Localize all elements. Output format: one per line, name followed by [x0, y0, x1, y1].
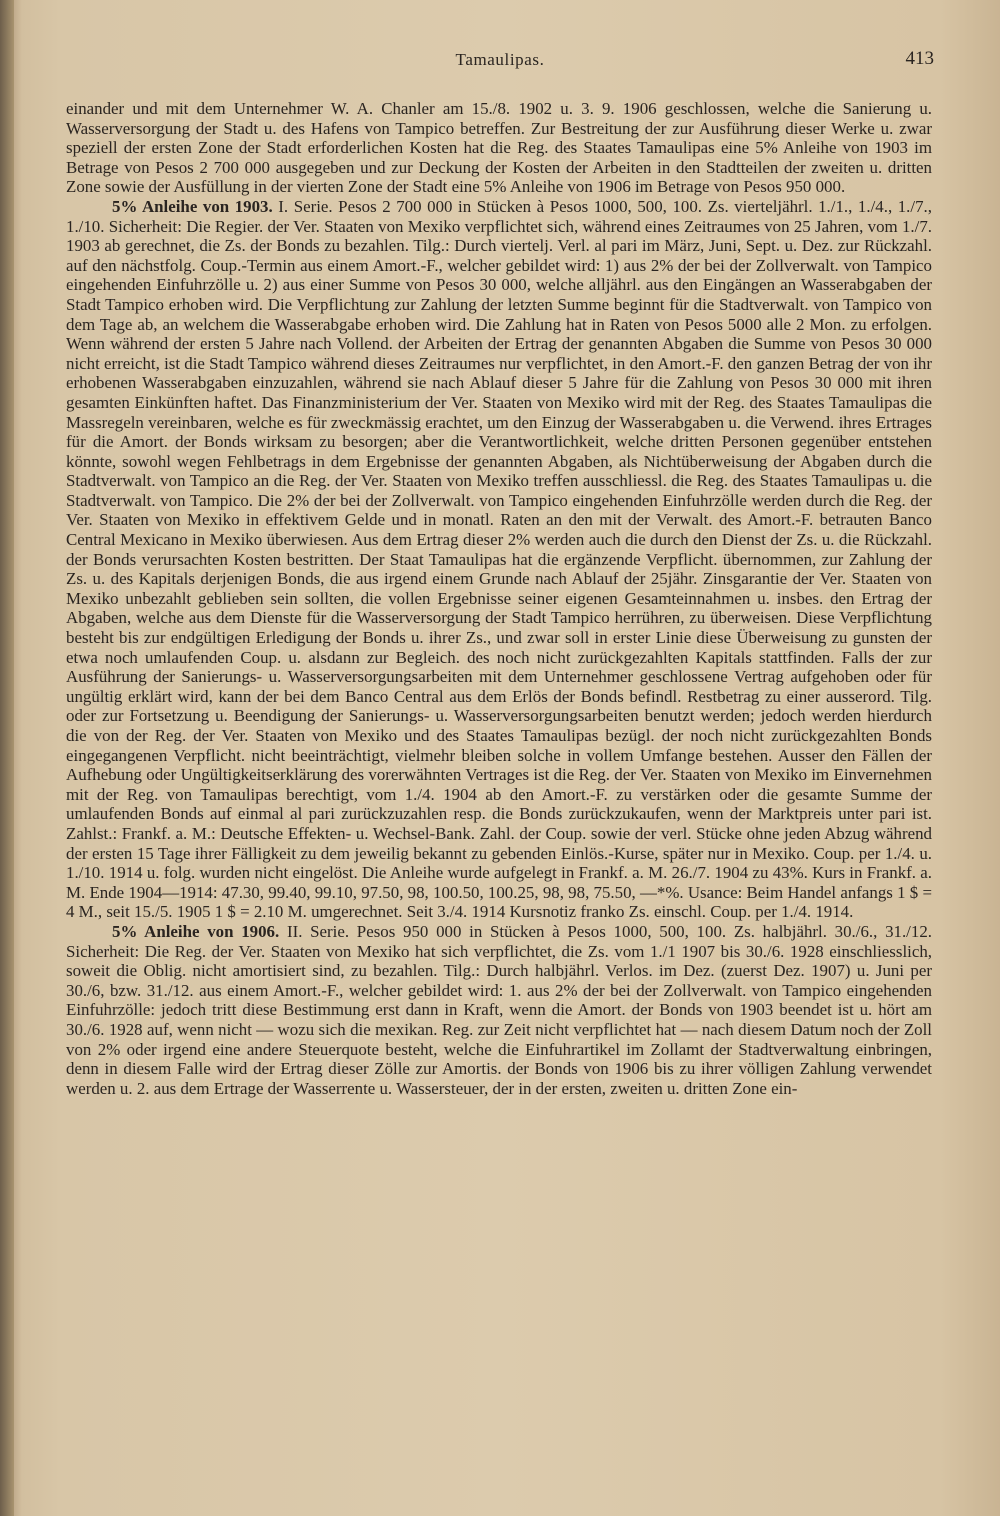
- page-header: [66, 46, 934, 76]
- loan-heading: 5% Anleihe von 1903.: [112, 196, 273, 216]
- paragraph-intro: [66, 99, 932, 197]
- paragraph-text: II. Serie. Pesos 950 000 in Stücken à Pesos 1000, 500, 100. Zs. halbjährl. 30./6., 31./12. Sicherheit: Die Reg. der Ver. Staaten von Mexiko hat sich verpflichtet, die Zs. vom 1./1 1907 bis 30./6. 1928 einschliesslich, soweit die Oblig. nicht amortisiert sind, zu bezahlen. Tilg.: Durch halbjährl. Verlos. im Dez. (zuerst Dez. 1907) u. Juni per 30./6, bzw. 31./12. aus einem Amort.-F., welcher gebildet wird: 1. aus 2% der bei der Zollverwalt. von Tampico eingehenden Einfuhrzölle: jedoch tritt diese Bestimmung erst dann in Kraft, wenn die Amort. der Bonds von 1903 beendet ist u. hört am 30./6. 1928 auf, wenn nicht — wozu sich die mexikan. Reg. zur Zeit nicht verpflichtet hat — nach diesem Datum noch der Zoll von 2% oder irgend eine andere Steuerquote besteht, welche die Einfuhrartikel im Zollamt der Stadtverwaltung einbringen, denn in diesem Falle wird der Ertrag dieser Zölle zur Amortis. der Bonds von 1906 bis zu ihrer völligen Zahlung verwendet werden u. 2. aus dem Ertrage der Wasserrente u. Wassersteuer, der in der ersten, zweiten u. dritten Zone ein-: [66, 921, 932, 1098]
- book-spine-shadow: [0, 0, 14, 1516]
- running-title: Tamaulipas.: [455, 50, 545, 69]
- page-number: 413: [905, 48, 934, 69]
- body-text: [66, 99, 932, 1098]
- paragraph-text: I. Serie. Pesos 2 700 000 in Stücken à Pesos 1000, 500, 100. Zs. vierteljährl. 1./1., 1./4., 1./7., 1./10. Sicherheit: Die Regier. der Ver. Staaten von Mexiko verpflichtet sich, während eines Zeitraumes von 25 Jahren, vom 1./7. 1903 ab gerechnet, die Zs. der Bonds zu bezahlen. Tilg.: Durch viertelj. Verl. al pari im März, Juni, Sept. u. Dez. zur Rückzahl. auf den nächstfolg. Coup.-Termin aus einem Amort.-F., welcher gebildet wird: 1) aus 2% der bei der Zollverwalt. von Tampico eingehenden Einfuhrzölle u. 2) aus einer Summe von Pesos 30 000, welche alljährl. aus den Eingängen an Wasserabgaben der Stadt Tampico erhoben wird. Die Verpflichtung zur Zahlung der letzten Summe beginnt für die Stadtverwalt. von Tampico von dem Tage ab, an welchem die Wasserabgabe erhoben wird. Die Zahlung hat in Raten von Pesos 5000 alle 2 Mon. zu erfolgen. Wenn während der ersten 5 Jahre nach Vollend. der Arbeiten der Ertrag der genannten Abgaben die Summe von Pesos 30 000 nicht erreicht, ist die Stadt Tampico während dieses Zeitraumes nur verpflichtet, in den Amort.-F. den ganzen Betrag der von ihr erhobenen Wasserabgaben einzuzahlen, während sie nach Ablauf dieser 5 Jahre für die Zahlung von Pesos 30 000 mit ihren gesamten Einkünften haftet. Das Finanzministerium der Ver. Staaten von Mexiko wird mit der Reg. des Staates Tamaulipas die Massregeln vereinbaren, welche es für zweckmässig erachtet, um den Einzug der Wasserabgaben u. die Verwend. ihres Ertrages für die Amort. der Bonds wirksam zu besorgen; aber die Verantwortlichkeit, welche dritten Personen gegenüber entstehen könnte, sowohl wegen Fehlbetrags in dem Ergebnisse der genannten Abgaben, als Nichtüberweisung der Abgaben durch die Stadtverwalt. von Tampico an die Reg. der Ver. Staaten von Mexiko treffen ausschliessl. die Reg. des Staates Tamaulipas u. die Stadtverwalt. von Tampico. Die 2% der bei der Zollverwalt. von Tampico eingehenden Einfuhrzölle werden durch die Reg. der Ver. Staaten von Mexiko in effektivem Gelde und in monatl. Raten an den mit der Verwalt. des Amort.-F. betrauten Banco Central Mexicano in Mexiko überwiesen. Aus dem Ertrag dieser 2% werden auch die durch den Dienst der Zs. u. die Rückzahl. der Bonds verursachten Kosten bestritten. Der Staat Tamaulipas hat die ergänzende Verpflicht. übernommen, zur Zahlung der Zs. u. des Kapitals derjenigen Bonds, die aus irgend einem Grunde nach Ablauf der 25jähr. Zinsgarantie der Ver. Staaten von Mexiko unbezahlt geblieben sein sollten, die vollen Ergebnisse seiner eigenen Gesamteinnahmen u. insbes. den Ertrag der Abgaben, welche aus dem Dienste für die Wasserversorgung der Stadt Tampico herrühren, zu überweisen. Diese Verpflichtung besteht bis zur endgültigen Erledigung der Bonds u. ihrer Zs., und zwar soll in erster Linie diese Überweisung zu gunsten der etwa noch umlaufenden Coup. u. alsdann zur Begleich. des noch nicht zurückgezahlten Kapitals stattfinden. Falls der zur Ausführung der Sanierungs- u. Wasserversorgungsarbeiten mit dem Unternehmer geschlossene Vertrag aufgehoben oder für ungültig erklärt wird, kann der bei dem Banco Central aus dem Erlös der Bonds befindl. Restbetrag zu einer ausserord. Tilg. oder zur Fortsetzung u. Beendigung der Sanierungs- u. Wasserversorgungsarbeiten benutzt werden; jedoch werden hierdurch die von der Reg. der Ver. Staaten von Mexiko und des Staates Tamaulipas bezügl. der noch nicht zurückgezahlten Bonds eingegangenen Verpflicht. nicht beeinträchtigt, vielmehr bleiben solche in vollem Umfange bestehen. Ausser den Fällen der Aufhebung oder Ungültigkeitserklärung des vorerwähnten Vertrages ist die Reg. der Ver. Staaten von Mexiko im Einvernehmen mit der Reg. von Tamaulipas berechtigt, vom 1./4. 1904 ab den Amort.-F. zu verstärken oder die gesamte Summe der umlaufenden Bonds auf einmal al pari zurückzuzahlen resp. die Bonds zurückzukaufen, wenn der Marktpreis unter pari ist. Zahlst.: Frankf. a. M.: Deutsche Effekten- u. Wechsel-Bank. Zahl. der Coup. sowie der verl. Stücke ohne jeden Abzug während der ersten 15 Tage ihrer Fälligkeit zu dem jeweilig bekannt zu gebenden Einlös.-Kurse, später nur in Mexiko. Coup. per 1./4. u. 1./10. 1914 u. folg. wurden nicht eingelöst. Die Anleihe wurde aufgelegt in Frankf. a. M. 26./7. 1904 zu 43%. Kurs in Frankf. a. M. Ende 1904—1914: 47.30, 99.40, 99.10, 97.50, 98, 100.50, 100.25, 98, 98, 75.50, —*%. Usance: Beim Handel anfangs 1 $ = 4 M., seit 15./5. 1905 1 $ = 2.10 M. umgerechnet. Seit 3./4. 1914 Kursnotiz franko Zs. einschl. Coup. per 1./4. 1914.: [66, 196, 932, 922]
- paragraph-loan-1903: [66, 197, 932, 922]
- loan-heading: 5% Anleihe von 1906.: [112, 921, 280, 941]
- paragraph-loan-1906: [66, 922, 932, 1098]
- paragraph-text: einander und mit dem Unternehmer W. A. Chanler am 15./8. 1902 u. 3. 9. 1906 geschlossen, welche die Sanierung u. Wasserversorgung der Stadt u. des Hafens von Tampico betreffen. Zur Bestreitung der zur Ausführung dieser Werke u. zwar speziell der ersten Zone der Stadt erforderlichen Kosten hat die Reg. des Staates Tamaulipas eine 5% Anleihe von 1903 im Betrage von Pesos 2 700 000 ausgegeben und zur Deckung der Kosten der Arbeiten in den Stadtteilen der zweiten u. dritten Zone sowie der Ausfüllung in der vierten Zone der Stadt eine 5% Anleihe von 1906 im Betrage von Pesos 950 000.: [66, 99, 932, 197]
